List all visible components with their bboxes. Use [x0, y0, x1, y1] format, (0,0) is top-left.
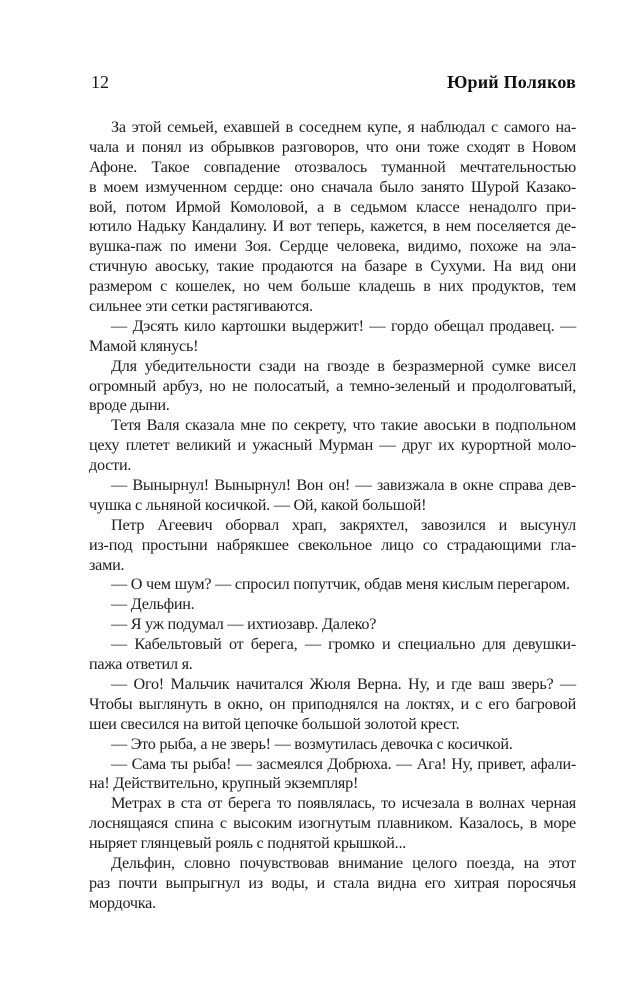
text-line: размером с кошелек, но чем больше кладешь в них продуктов, тем	[89, 277, 576, 296]
paragraph	[89, 854, 576, 914]
text-line: мордочка.	[89, 893, 156, 912]
text-line: — Это рыба, а не зверь! — возмутилась девочка с косичкой.	[111, 734, 513, 753]
text-line: зами.	[89, 555, 125, 574]
body-text	[89, 118, 576, 914]
paragraph	[89, 416, 576, 476]
running-header	[89, 70, 576, 94]
text-line: чала и понял из обрывков разговоров, что они тоже сходят в Новом	[89, 137, 576, 156]
paragraph	[89, 595, 576, 615]
text-line: шеи свесился на витой цепочке большой золотой крест.	[89, 714, 460, 733]
text-line: — Я уж подумал — ихтиозавр. Далеко?	[111, 615, 377, 634]
paragraph	[89, 317, 576, 357]
text-line: Метрах в ста от берега то появлялась, то исчезала в волнах черная	[111, 794, 576, 813]
text-line: на! Действительно, крупный экземпляр!	[89, 774, 359, 793]
text-line: сильнее эти сетки растягиваются.	[89, 297, 313, 316]
paragraph	[89, 675, 576, 735]
text-line: чушка с льняной косичкой. — Ой, какой большой!	[89, 495, 427, 514]
text-line: вроде дыни.	[89, 396, 170, 415]
paragraph	[89, 476, 576, 516]
paragraph	[89, 516, 576, 576]
text-line: стичную авоську, такие продаются на базаре в Сухуми. На вид они	[89, 257, 576, 276]
paragraph	[89, 118, 576, 317]
text-line: — Дэсять кило картошки выдержит! — гордо обещал продавец. —	[111, 316, 576, 335]
paragraph	[89, 735, 576, 755]
text-line: в моем измученном сердце: оно сначала было занято Шурой Казако-	[89, 177, 576, 196]
text-line: цеху плетет великий и ужасный Мурман — друг их курортной моло-	[89, 436, 576, 455]
page-number: 12	[91, 72, 109, 92]
text-line: ютило Надьку Кандалину. И вот теперь, кажется, в нем поселяется де-	[89, 217, 576, 236]
text-line: Петр Агеевич оборвал храп, закряхтел, завозился и высунул	[111, 515, 576, 534]
text-line: Тетя Валя сказала мне по секрету, что такие авоськи в подпольном	[111, 416, 576, 435]
text-line: раз почти выпрыгнул из воды, и стала видна его хитрая поросячья	[89, 873, 576, 892]
text-line: Мамой клянусь!	[89, 336, 199, 355]
text-line: вой, потом Ирмой Комоловой, а в седьмом классе ненадолго при-	[89, 197, 576, 216]
text-line: — Дельфин.	[111, 595, 195, 614]
paragraph	[89, 635, 576, 675]
text-line: дости.	[89, 456, 132, 475]
text-line: Чтобы выглянуть в окно, он приподнялся на локтях, и с его багровой	[89, 694, 576, 713]
text-line: За этой семьей, ехавшей в соседнем купе, я наблюдал с самого на-	[111, 118, 576, 136]
text-line: Афоне. Такое совпадение отозвалось туманной мечтательностью	[89, 157, 576, 176]
running-header-author: Юрий Поляков	[447, 72, 576, 92]
text-line: Дельфин, словно почувствовав внимание целого поезда, на этот	[111, 853, 576, 872]
text-line: — Кабельтовый от берега, — громко и специально для девушки-	[111, 635, 576, 654]
text-line: — Сама ты рыба! — засмеялся Добрюха. — Ага! Ну, привет, афали-	[111, 754, 576, 773]
text-line: — Вынырнул! Вынырнул! Вон он! — завизжала в окне справа дев-	[111, 476, 576, 495]
text-line: — Ого! Мальчик начитался Жюля Верна. Ну, и где ваш зверь? —	[111, 674, 576, 693]
text-line: лоснящаяся спина с высоким изогнутым плавником. Казалось, в море	[89, 814, 576, 833]
text-line: вушка-паж по имени Зоя. Сердце человека, видимо, похоже на эла-	[89, 237, 576, 256]
text-line: пажа ответил я.	[89, 655, 193, 674]
paragraph	[89, 615, 576, 635]
text-line: огромный арбуз, но не полосатый, а темно-зеленый и продолговатый,	[89, 376, 576, 395]
text-line: — О чем шум? — спросил попутчик, обдав меня кислым перегаром.	[111, 575, 570, 594]
text-line: из-под простыни набрякшее свекольное лицо со страдающими гла-	[89, 535, 576, 554]
text-line: ныряет глянцевый рояль с поднятой крышкой...	[89, 834, 407, 853]
paragraph	[89, 755, 576, 795]
paragraph	[89, 357, 576, 417]
paragraph	[89, 575, 576, 595]
paragraph	[89, 794, 576, 854]
text-line: Для убедительности сзади на гвозде в безразмерной сумке висел	[111, 356, 576, 375]
